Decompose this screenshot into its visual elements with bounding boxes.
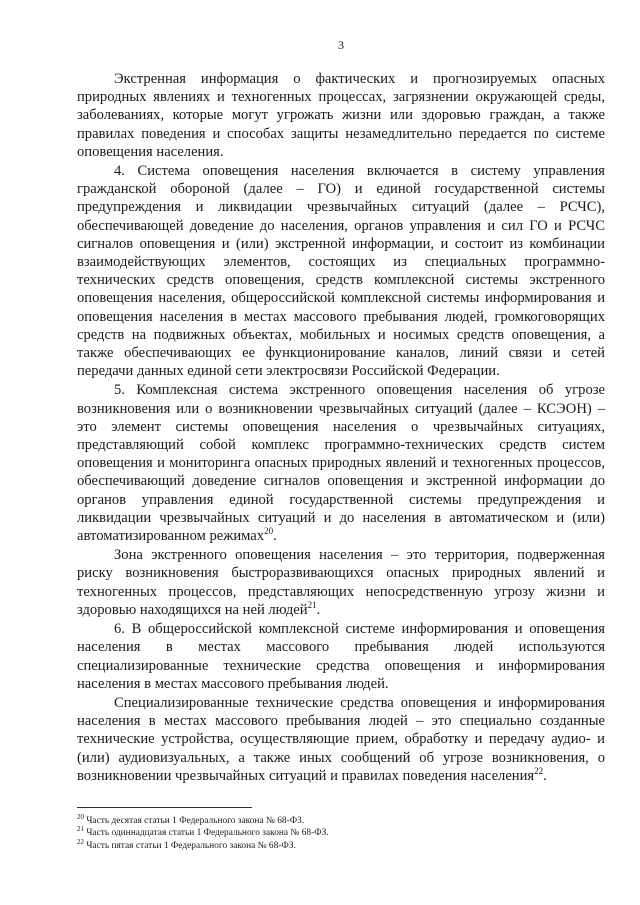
- page-number: 3: [338, 38, 344, 52]
- footnote-21: $^{21}$ Часть одиннадцатая статьи 1 Федерального закона № 68-ФЗ.: [77, 825, 329, 839]
- paragraph-6: 6. В общероссийской комплексной системе информирования и оповещения населения в местах массового пребывания людей используются специализированные технические средства оповещения и информирования населения в местах массового пребывания людей.: [77, 621, 605, 692]
- paragraph-technical-means: Специализированные технические средства оповещения и информирования населения в местах массового пребывания людей – это специально созданные технические устройства, осуществляющие прием, обработку и передачу аудио- и (или) аудиовизуальных, а также иных сообщений об угрозе возникновения, о возникновении чрезвычайных ситуаций и правилах поведения населения$^{22}$.: [77, 694, 605, 784]
- footnotes: [77, 812, 605, 853]
- paragraph-5: 5. Комплексная система экстренного оповещения населения об угрозе возникновения или о возникновении чрезвычайных ситуаций (далее – КСЭОН) – это элемент системы оповещения населения о чрезвычайных ситуациях, представляющий собой комплекс программно-технических средств систем оповещения и мониторинга опасных природных явлений и техногенных процессов, обеспечивающий доведение сигналов оповещения и экстренной информации до органов управления единой государственной системы предупреждения и ликвидации чрезвычайных ситуаций и до населения в автоматическом и (или) автоматизированном режимах$^{20}$.: [77, 382, 605, 545]
- footnote-22: $^{22}$ Часть пятая статьи 1 Федерального закона № 68-ФЗ.: [77, 837, 296, 851]
- footnote-ref-22: 22: [534, 765, 544, 776]
- paragraph-4: 4. Система оповещения населения включается в систему управления гражданской обороной (далее – ГО) и единой государственной системы предупреждения и ликвидации чрезвычайных ситуаций (далее – РСЧС), обеспечивающей доведение до населения, органов управления и сил ГО и РСЧС сигналов оповещения и (или) экстренной информации, и состоит из комбинации взаимодействующих элементов, состоящих из специальных программно-технических средств оповещения, средств комплексной системы экстренного оповещения населения, общероссийской комплексной системы информирования и оповещения населения в местах массового пребывания людей, громкоговорящих средств на подвижных объектах, мобильных и носимых средств оповещения, а также обеспечивающих ее функционирование каналов, линий связи и сетей передачи данных единой сети электросвязи Российской Федерации.: [77, 163, 605, 380]
- paragraph-emergency-info: Экстренная информация о фактических и прогнозируемых опасных природных явлениях и техногенных процессах, загрязнении окружающей среды, заболеваниях, которые могут угрожать жизни или здоровью граждан, а также правилах поведения и способах защиты незамедлительно передается по системе оповещения населения.: [77, 71, 605, 160]
- footnote-divider: [77, 807, 252, 808]
- body-text: [77, 70, 605, 785]
- paragraph-zone: Зона экстренного оповещения населения – это территория, подверженная риску возникновения быстроразвивающихся опасных природных явлений и техногенных процессов, представляющих непосредственную угрозу жизни и здоровью находящихся на ней людей$^{21}$.: [77, 547, 605, 618]
- footnote-ref-20: 20: [264, 526, 274, 537]
- footnote-ref-21: 21: [307, 600, 317, 611]
- footnote-20: $^{20}$ Часть десятая статьи 1 Федерального закона № 68-ФЗ.: [77, 812, 305, 826]
